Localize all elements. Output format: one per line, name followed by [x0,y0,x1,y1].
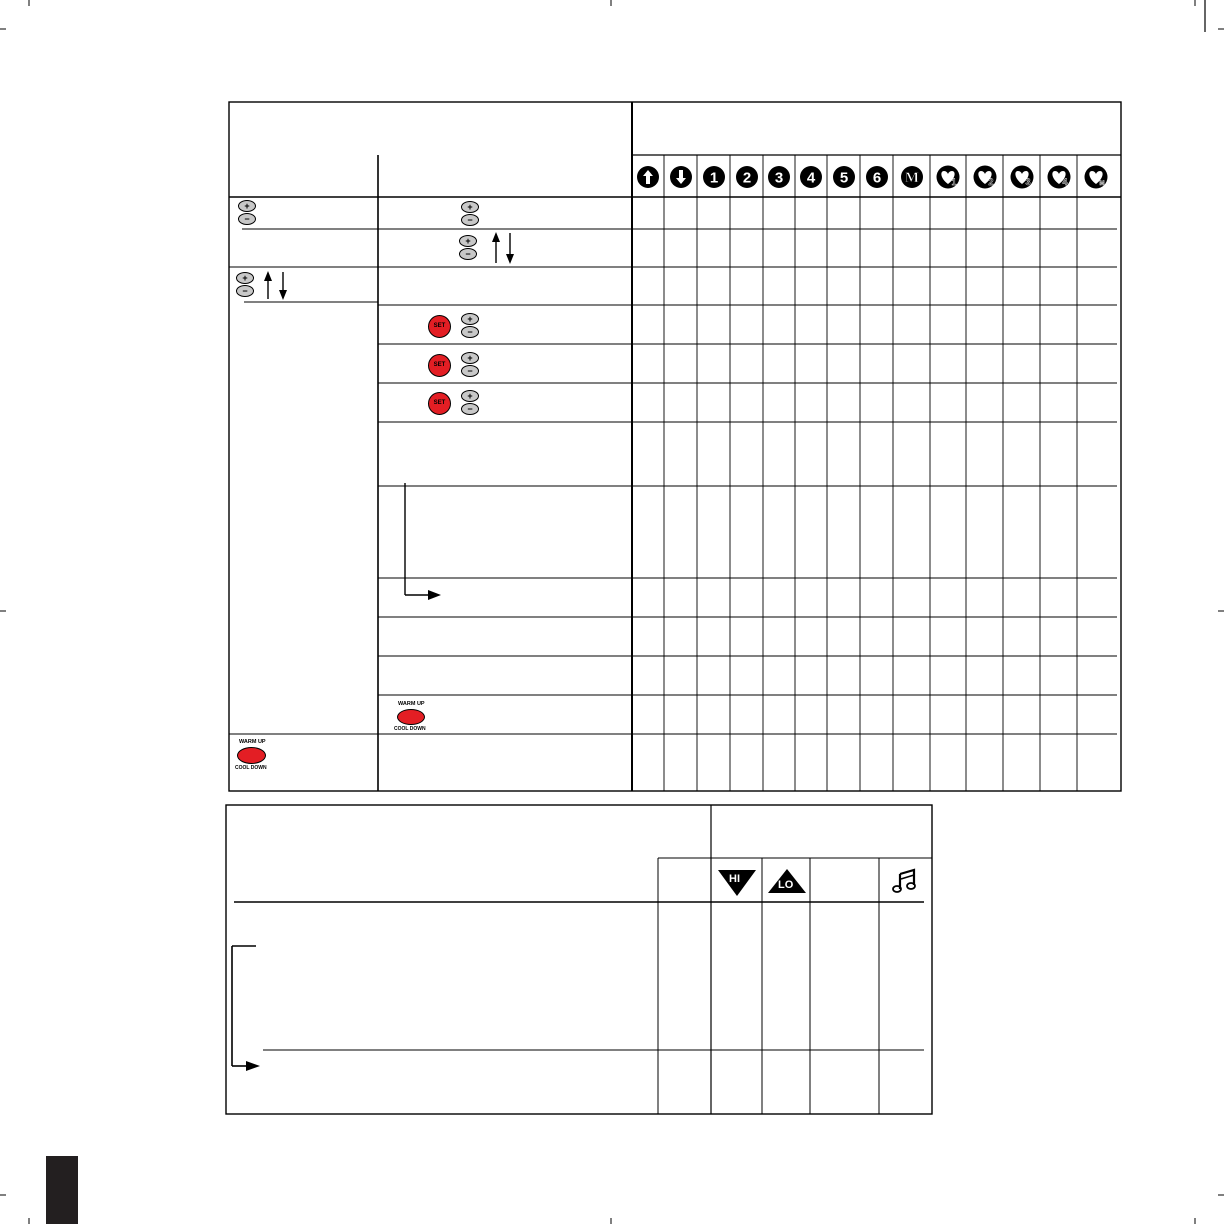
plus-minus-control[interactable] [461,352,479,378]
plus-minus-control[interactable] [238,200,256,226]
svg-text:6: 6 [872,169,881,187]
svg-text:1: 1 [951,177,957,187]
music-note-icon [892,868,918,894]
warm-up-label: WARM UP [398,701,425,707]
heart-1-icon [934,165,962,189]
minus-button[interactable]: − [461,214,479,226]
svg-text:4: 4 [1061,177,1068,187]
set-button[interactable]: SET [428,315,451,338]
letter-m-circle-icon [899,165,925,189]
lo-up-triangle-icon [767,868,807,894]
minus-button[interactable]: − [461,403,479,415]
up-down-arrows [492,232,514,264]
plus-minus-control[interactable] [236,272,254,298]
svg-text:M: M [904,170,919,186]
minus-button[interactable]: − [461,326,479,338]
svg-text:5: 5 [839,169,848,187]
warm-up-label: WARM UP [239,739,266,745]
svg-text:4: 4 [806,169,816,187]
cool-down-label: COOL DOWN [394,726,426,732]
minus-button[interactable]: − [238,213,256,225]
hi-label: HI [729,873,740,885]
plus-button[interactable]: + [238,200,256,212]
svg-text:2: 2 [742,169,751,187]
number-2-circle-icon [735,165,759,189]
number-6-circle-icon [865,165,889,189]
heart-4-icon [1045,165,1073,189]
up-down-arrows-left [264,271,287,300]
warm-cool-button-middle[interactable] [390,699,440,733]
page-tab [46,1156,78,1224]
hi-down-triangle-icon [717,869,757,897]
plus-button[interactable]: + [461,313,479,325]
heart-3-icon [1008,165,1036,189]
number-4-circle-icon [799,165,823,189]
lo-label: LO [778,879,794,891]
plus-button[interactable]: + [461,390,479,402]
plus-minus-control[interactable] [461,313,479,339]
plus-button[interactable]: + [461,201,479,213]
minus-button[interactable]: − [459,248,477,260]
cool-down-label: COOL DOWN [235,765,267,771]
minus-button[interactable]: − [236,285,254,297]
warm-cool-red-button[interactable] [397,709,425,725]
warm-cool-red-button[interactable] [237,747,266,764]
warm-cool-button-left[interactable] [232,738,282,772]
set-button[interactable]: SET [428,392,451,415]
arrow-up-circle-icon [636,165,660,189]
plus-button[interactable]: + [236,272,254,284]
number-5-circle-icon [832,165,856,189]
svg-text:2: 2 [987,177,994,187]
heart-m-icon [1082,165,1110,189]
number-1-circle-icon [702,165,726,189]
svg-text:3: 3 [774,169,784,187]
heart-2-icon [971,165,999,189]
plus-minus-control[interactable] [461,390,479,416]
svg-text:M: M [1099,181,1105,187]
arrow-down-circle-icon [669,165,693,189]
plus-button[interactable]: + [461,352,479,364]
set-button[interactable]: SET [428,354,451,377]
plus-minus-control[interactable] [459,235,477,261]
minus-button[interactable]: − [461,365,479,377]
plus-minus-control[interactable] [461,201,479,227]
number-3-circle-icon [767,165,791,189]
svg-text:3: 3 [1024,177,1031,187]
plus-button[interactable]: + [459,235,477,247]
svg-text:1: 1 [709,169,718,187]
